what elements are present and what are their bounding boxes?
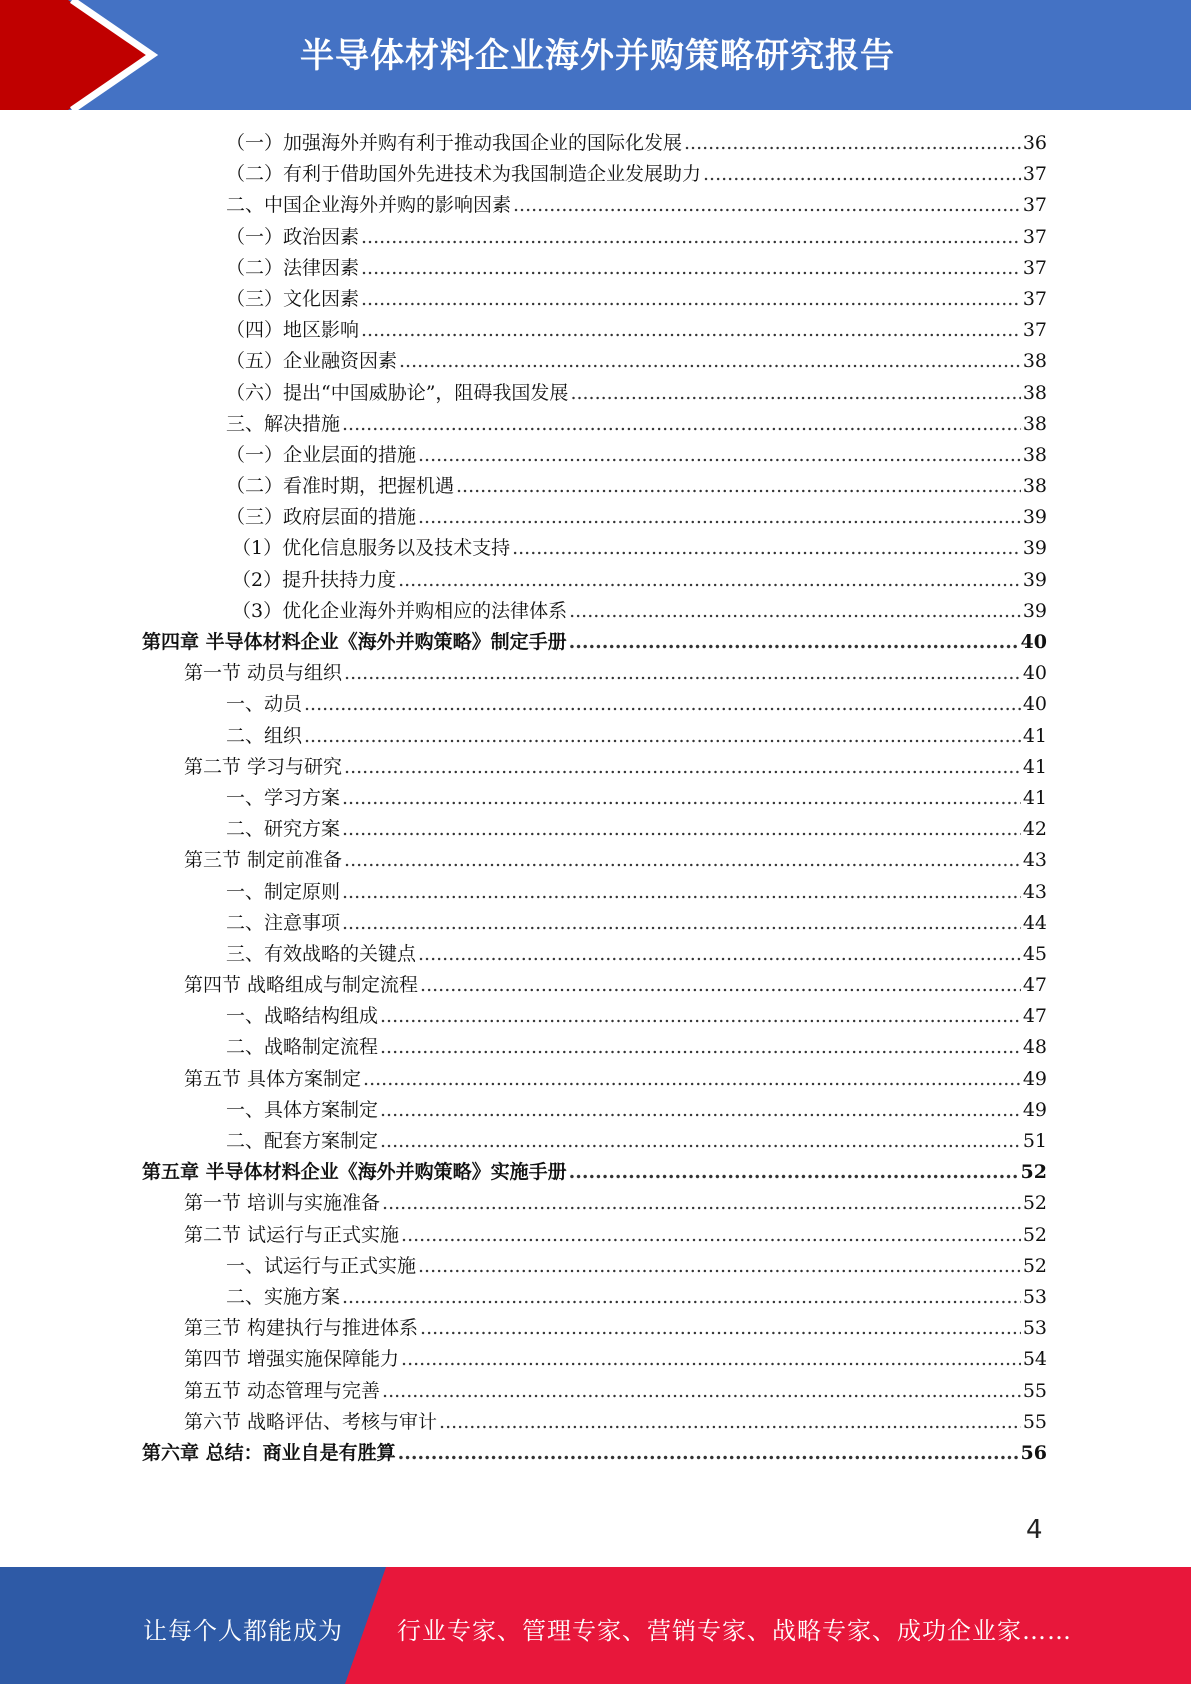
toc-dot-leader xyxy=(418,939,1021,970)
toc-entry-title: 第五节 动态管理与完善 xyxy=(184,1379,381,1402)
toc-entry[interactable] xyxy=(142,877,1047,908)
toc-entry[interactable] xyxy=(142,1126,1047,1157)
toc-entry-title: 第四章 半导体材料企业《海外并购策略》制定手册 xyxy=(142,631,567,653)
toc-entry[interactable] xyxy=(142,1188,1047,1219)
toc-entry[interactable] xyxy=(142,1376,1047,1407)
toc-entry[interactable] xyxy=(142,128,1047,159)
toc-entry[interactable] xyxy=(142,222,1047,253)
toc-entry-title: （三）政府层面的措施 xyxy=(226,506,417,529)
toc-entry-title: （一）企业层面的措施 xyxy=(226,443,417,466)
toc-entry[interactable] xyxy=(142,689,1047,720)
toc-entry-page: 39 xyxy=(1022,599,1047,622)
toc-dot-leader xyxy=(344,658,1021,689)
toc-dot-leader xyxy=(684,128,1021,159)
toc-dot-leader xyxy=(569,627,1019,658)
toc-entry-page: 38 xyxy=(1022,443,1047,466)
toc-entry-title: （一）加强海外并购有利于推动我国企业的国际化发展 xyxy=(226,132,683,154)
toc-entry[interactable] xyxy=(142,471,1047,502)
toc-entry-page: 39 xyxy=(1022,568,1047,591)
footer-slogan-right: 行业专家、管理专家、营销专家、战略专家、成功企业家…… xyxy=(397,1617,1072,1645)
toc-dot-leader xyxy=(361,222,1021,253)
toc-entry-page: 49 xyxy=(1022,1067,1047,1090)
toc-dot-leader xyxy=(569,596,1021,627)
toc-entry-page: 37 xyxy=(1022,319,1047,342)
table-of-contents xyxy=(142,128,1047,1469)
toc-entry[interactable] xyxy=(142,284,1047,315)
toc-entry-page: 52 xyxy=(1020,1161,1047,1184)
toc-dot-leader xyxy=(380,1001,1021,1032)
report-title: 半导体材料企业海外并购策略研究报告 xyxy=(300,36,895,76)
toc-entry-page: 53 xyxy=(1022,1285,1047,1308)
toc-entry-page: 44 xyxy=(1022,911,1047,934)
toc-entry-title: 三、有效战略的关键点 xyxy=(226,942,417,965)
toc-entry[interactable] xyxy=(142,1282,1047,1313)
toc-entry-title: 一、学习方案 xyxy=(226,786,341,809)
toc-entry-title: 二、实施方案 xyxy=(226,1285,341,1308)
header-chevron-icon xyxy=(0,0,200,110)
toc-entry-page: 45 xyxy=(1022,942,1047,965)
toc-entry-title: 一、战略结构组成 xyxy=(226,1005,379,1028)
toc-entry-page: 47 xyxy=(1022,1005,1047,1028)
toc-dot-leader xyxy=(420,1313,1021,1344)
toc-entry[interactable] xyxy=(142,658,1047,689)
toc-entry[interactable] xyxy=(142,752,1047,783)
toc-dot-leader xyxy=(304,689,1021,720)
toc-dot-leader xyxy=(569,1157,1019,1188)
toc-entry-title: 第四节 增强实施保障能力 xyxy=(184,1348,400,1371)
toc-entry-page: 54 xyxy=(1022,1348,1047,1371)
toc-entry[interactable] xyxy=(142,1064,1047,1095)
toc-entry-title: 二、注意事项 xyxy=(226,911,341,934)
toc-entry-page: 52 xyxy=(1022,1254,1047,1277)
toc-entry-title: （五）企业融资因素 xyxy=(226,350,398,373)
toc-entry[interactable] xyxy=(142,1313,1047,1344)
toc-entry-title: （三）文化因素 xyxy=(226,287,360,310)
toc-entry[interactable] xyxy=(142,970,1047,1001)
toc-entry-page: 39 xyxy=(1022,506,1047,529)
toc-entry[interactable] xyxy=(142,409,1047,440)
toc-entry-title: 第三节 构建执行与推进体系 xyxy=(184,1317,419,1340)
toc-entry-title: 二、组织 xyxy=(226,724,303,747)
toc-entry-title: （四）地区影响 xyxy=(226,319,360,342)
toc-entry[interactable] xyxy=(142,1001,1047,1032)
toc-entry[interactable] xyxy=(142,596,1047,627)
toc-entry-title: 第四节 战略组成与制定流程 xyxy=(184,974,419,997)
toc-dot-leader xyxy=(342,1282,1021,1313)
toc-entry[interactable] xyxy=(142,1438,1047,1469)
toc-entry-page: 39 xyxy=(1022,537,1047,560)
toc-entry[interactable] xyxy=(142,908,1047,939)
toc-entry-title: 第一节 动员与组织 xyxy=(184,662,343,685)
toc-entry-title: 二、研究方案 xyxy=(226,818,341,841)
toc-entry[interactable] xyxy=(142,721,1047,752)
toc-entry-page: 41 xyxy=(1022,724,1047,747)
toc-entry-page: 40 xyxy=(1020,631,1047,653)
toc-entry-title: 一、动员 xyxy=(226,693,303,716)
toc-entry[interactable] xyxy=(142,627,1047,658)
toc-entry-title: （二）看准时期，把握机遇 xyxy=(226,475,455,498)
toc-dot-leader xyxy=(361,253,1021,284)
toc-dot-leader xyxy=(456,471,1021,502)
toc-entry[interactable] xyxy=(142,440,1047,471)
toc-entry[interactable] xyxy=(142,939,1047,970)
toc-entry-page: 38 xyxy=(1022,350,1047,373)
toc-dot-leader xyxy=(399,346,1021,377)
toc-dot-leader xyxy=(342,409,1021,440)
toc-entry-page: 42 xyxy=(1022,818,1047,841)
toc-entry-title: 一、具体方案制定 xyxy=(226,1098,379,1121)
toc-entry-title: （六）提出“中国威胁论”，阻碍我国发展 xyxy=(226,381,569,404)
footer-slogan-left: 让每个人都能成为 xyxy=(143,1617,343,1645)
toc-entry[interactable] xyxy=(142,502,1047,533)
toc-entry-page: 41 xyxy=(1022,755,1047,778)
toc-entry-page: 36 xyxy=(1022,132,1047,154)
toc-entry-title: 三、解决措施 xyxy=(226,412,341,435)
toc-entry-title: 二、战略制定流程 xyxy=(226,1036,379,1059)
toc-entry-title: （2）提升扶持力度 xyxy=(232,568,397,591)
toc-entry-page: 38 xyxy=(1022,475,1047,498)
toc-entry-title: 第三节 制定前准备 xyxy=(184,849,343,872)
toc-entry-title: 二、中国企业海外并购的影响因素 xyxy=(226,194,512,217)
toc-entry[interactable] xyxy=(142,1344,1047,1375)
toc-dot-leader xyxy=(344,752,1021,783)
toc-dot-leader xyxy=(420,970,1021,1001)
toc-entry-page: 43 xyxy=(1022,849,1047,872)
toc-entry-page: 51 xyxy=(1022,1130,1047,1152)
toc-entry[interactable] xyxy=(142,159,1047,190)
toc-dot-leader xyxy=(361,315,1021,346)
toc-dot-leader xyxy=(382,1188,1021,1219)
toc-entry-title: 第五节 具体方案制定 xyxy=(184,1067,362,1090)
toc-dot-leader xyxy=(703,159,1021,190)
toc-entry-page: 56 xyxy=(1020,1441,1047,1464)
toc-entry-page: 40 xyxy=(1022,693,1047,716)
toc-dot-leader xyxy=(380,1126,1021,1157)
toc-dot-leader xyxy=(342,814,1021,845)
toc-entry[interactable] xyxy=(142,845,1047,876)
toc-dot-leader xyxy=(304,721,1021,752)
toc-entry[interactable] xyxy=(142,1157,1047,1188)
toc-entry-page: 37 xyxy=(1022,256,1047,279)
toc-entry-page: 55 xyxy=(1022,1410,1047,1433)
toc-entry[interactable] xyxy=(142,1032,1047,1063)
toc-dot-leader xyxy=(342,877,1021,908)
toc-dot-leader xyxy=(344,845,1021,876)
toc-dot-leader xyxy=(380,1032,1021,1063)
toc-entry-title: 第二节 学习与研究 xyxy=(184,755,343,778)
footer-banner xyxy=(0,1567,1191,1684)
toc-dot-leader xyxy=(398,1438,1019,1469)
toc-entry[interactable] xyxy=(142,814,1047,845)
page-number: 4 xyxy=(1026,1515,1043,1545)
header-banner xyxy=(0,0,1191,110)
toc-entry[interactable] xyxy=(142,253,1047,284)
toc-entry-page: 37 xyxy=(1022,287,1047,310)
toc-dot-leader xyxy=(418,502,1021,533)
toc-dot-leader xyxy=(342,783,1021,814)
toc-entry-page: 38 xyxy=(1022,381,1047,404)
toc-dot-leader xyxy=(398,565,1021,596)
toc-entry[interactable] xyxy=(142,190,1047,221)
toc-dot-leader xyxy=(570,378,1020,409)
toc-entry[interactable] xyxy=(142,1251,1047,1282)
toc-dot-leader xyxy=(401,1344,1021,1375)
toc-entry-page: 48 xyxy=(1022,1036,1047,1059)
toc-entry-title: （3）优化企业海外并购相应的法律体系 xyxy=(232,599,568,622)
toc-dot-leader xyxy=(439,1407,1021,1438)
toc-entry[interactable] xyxy=(142,1220,1047,1251)
toc-entry-page: 49 xyxy=(1022,1098,1047,1121)
toc-entry-title: 第六章 总结：商业自是有胜算 xyxy=(142,1441,396,1464)
toc-entry-title: （二）法律因素 xyxy=(226,256,360,279)
toc-entry-title: 二、配套方案制定 xyxy=(226,1130,379,1152)
toc-entry-page: 52 xyxy=(1022,1223,1047,1246)
toc-dot-leader xyxy=(363,1064,1021,1095)
toc-entry-title: （1）优化信息服务以及技术支持 xyxy=(232,537,511,560)
toc-entry-title: 第五章 半导体材料企业《海外并购策略》实施手册 xyxy=(142,1161,567,1184)
toc-dot-leader xyxy=(361,284,1021,315)
toc-dot-leader xyxy=(513,190,1021,221)
toc-entry-page: 40 xyxy=(1022,662,1047,685)
toc-entry-title: 第二节 试运行与正式实施 xyxy=(184,1223,400,1246)
toc-entry-title: 第一节 培训与实施准备 xyxy=(184,1192,381,1215)
toc-entry-title: 一、制定原则 xyxy=(226,880,341,903)
toc-entry-page: 37 xyxy=(1022,225,1047,248)
toc-entry[interactable] xyxy=(142,378,1047,409)
toc-dot-leader xyxy=(512,533,1021,564)
toc-entry-page: 53 xyxy=(1022,1317,1047,1340)
toc-dot-leader xyxy=(418,1251,1021,1282)
toc-entry-page: 47 xyxy=(1022,974,1047,997)
toc-entry[interactable] xyxy=(142,346,1047,377)
toc-entry-page: 43 xyxy=(1022,880,1047,903)
toc-dot-leader xyxy=(401,1220,1021,1251)
toc-dot-leader xyxy=(342,908,1021,939)
toc-entry-page: 52 xyxy=(1022,1192,1047,1215)
toc-entry-page: 37 xyxy=(1022,194,1047,217)
toc-entry-title: 一、试运行与正式实施 xyxy=(226,1254,417,1277)
toc-dot-leader xyxy=(418,440,1021,471)
toc-entry[interactable] xyxy=(142,783,1047,814)
toc-entry[interactable] xyxy=(142,315,1047,346)
toc-entry-title: （二）有利于借助国外先进技术为我国制造企业发展助力 xyxy=(226,163,702,186)
toc-entry-page: 55 xyxy=(1022,1379,1047,1402)
toc-entry-page: 41 xyxy=(1022,786,1047,809)
toc-entry[interactable] xyxy=(142,533,1047,564)
toc-entry-title: （一）政治因素 xyxy=(226,225,360,248)
toc-entry[interactable] xyxy=(142,1095,1047,1126)
toc-entry[interactable] xyxy=(142,565,1047,596)
toc-dot-leader xyxy=(380,1095,1021,1126)
toc-entry-page: 37 xyxy=(1022,163,1047,186)
toc-entry-title: 第六节 战略评估、考核与审计 xyxy=(184,1410,438,1433)
toc-entry-page: 38 xyxy=(1022,412,1047,435)
toc-dot-leader xyxy=(382,1376,1021,1407)
toc-entry[interactable] xyxy=(142,1407,1047,1438)
